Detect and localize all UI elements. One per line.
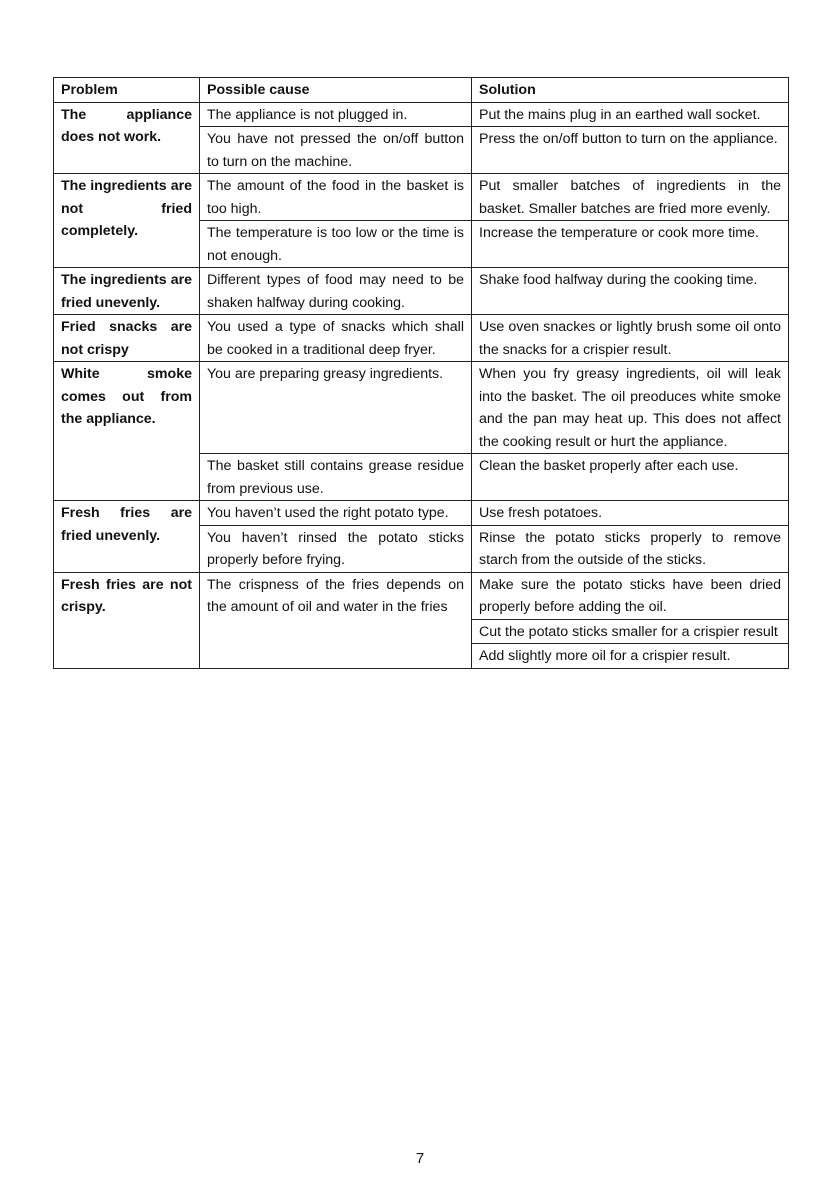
cause-cell: The amount of the food in the basket is too high. <box>200 174 472 221</box>
solution-cell: Use fresh potatoes. <box>472 501 789 526</box>
table-row <box>54 102 789 127</box>
table-header-row <box>54 78 789 103</box>
solution-cell: Cut the potato sticks smaller for a crispier result <box>472 619 789 644</box>
problem-cell: Fresh fries are fried unevenly. <box>54 501 200 573</box>
header-solution: Solution <box>472 78 789 103</box>
header-possible-cause: Possible cause <box>200 78 472 103</box>
header-problem: Problem <box>54 78 200 103</box>
solution-cell: Put smaller batches of ingredients in the basket. Smaller batches are fried more evenly. <box>472 174 789 221</box>
table-row <box>54 174 789 221</box>
cause-cell: The appliance is not plugged in. <box>200 102 472 127</box>
cause-cell: You used a type of snacks which shall be cooked in a traditional deep fryer. <box>200 315 472 362</box>
cause-cell: Different types of food may need to be shaken halfway during cooking. <box>200 268 472 315</box>
cause-cell: You haven’t rinsed the potato sticks properly before frying. <box>200 525 472 572</box>
problem-cell: Fresh fries are not crispy. <box>54 572 200 668</box>
solution-cell: Rinse the potato sticks properly to remove starch from the outside of the sticks. <box>472 525 789 572</box>
problem-cell: White smoke comes out from the appliance. <box>54 362 200 501</box>
problem-cell: The ingredients are not fried completely. <box>54 174 200 268</box>
cause-cell: The basket still contains grease residue from previous use. <box>200 454 472 501</box>
cause-cell: You have not pressed the on/off button to turn on the machine. <box>200 127 472 174</box>
solution-cell: Increase the temperature or cook more time. <box>472 221 789 268</box>
page-number: 7 <box>415 1150 425 1167</box>
solution-cell: Use oven snackes or lightly brush some oil onto the snacks for a crispier result. <box>472 315 789 362</box>
table-row <box>54 315 789 362</box>
cause-cell: The crispness of the fries depends on the amount of oil and water in the fries <box>200 572 472 668</box>
problem-cell: The appliance does not work. <box>54 102 200 174</box>
problem-cell: The ingredients are fried unevenly. <box>54 268 200 315</box>
solution-cell: Clean the basket properly after each use. <box>472 454 789 501</box>
table-row <box>54 501 789 526</box>
troubleshooting-table <box>53 77 789 669</box>
solution-cell: When you fry greasy ingredients, oil will leak into the basket. The oil preoduces white smoke and the pan may heat up. This does not affect the cooking result or hurt the appliance. <box>472 362 789 454</box>
solution-cell: Press the on/off button to turn on the appliance. <box>472 127 789 174</box>
table-row <box>54 362 789 454</box>
solution-cell: Make sure the potato sticks have been dried properly before adding the oil. <box>472 572 789 619</box>
solution-cell: Add slightly more oil for a crispier result. <box>472 644 789 669</box>
table-row <box>54 572 789 619</box>
solution-cell: Shake food halfway during the cooking time. <box>472 268 789 315</box>
table-row <box>54 268 789 315</box>
cause-cell: You are preparing greasy ingredients. <box>200 362 472 454</box>
solution-cell: Put the mains plug in an earthed wall socket. <box>472 102 789 127</box>
cause-cell: The temperature is too low or the time is not enough. <box>200 221 472 268</box>
cause-cell: You haven’t used the right potato type. <box>200 501 472 526</box>
problem-cell: Fried snacks are not crispy <box>54 315 200 362</box>
